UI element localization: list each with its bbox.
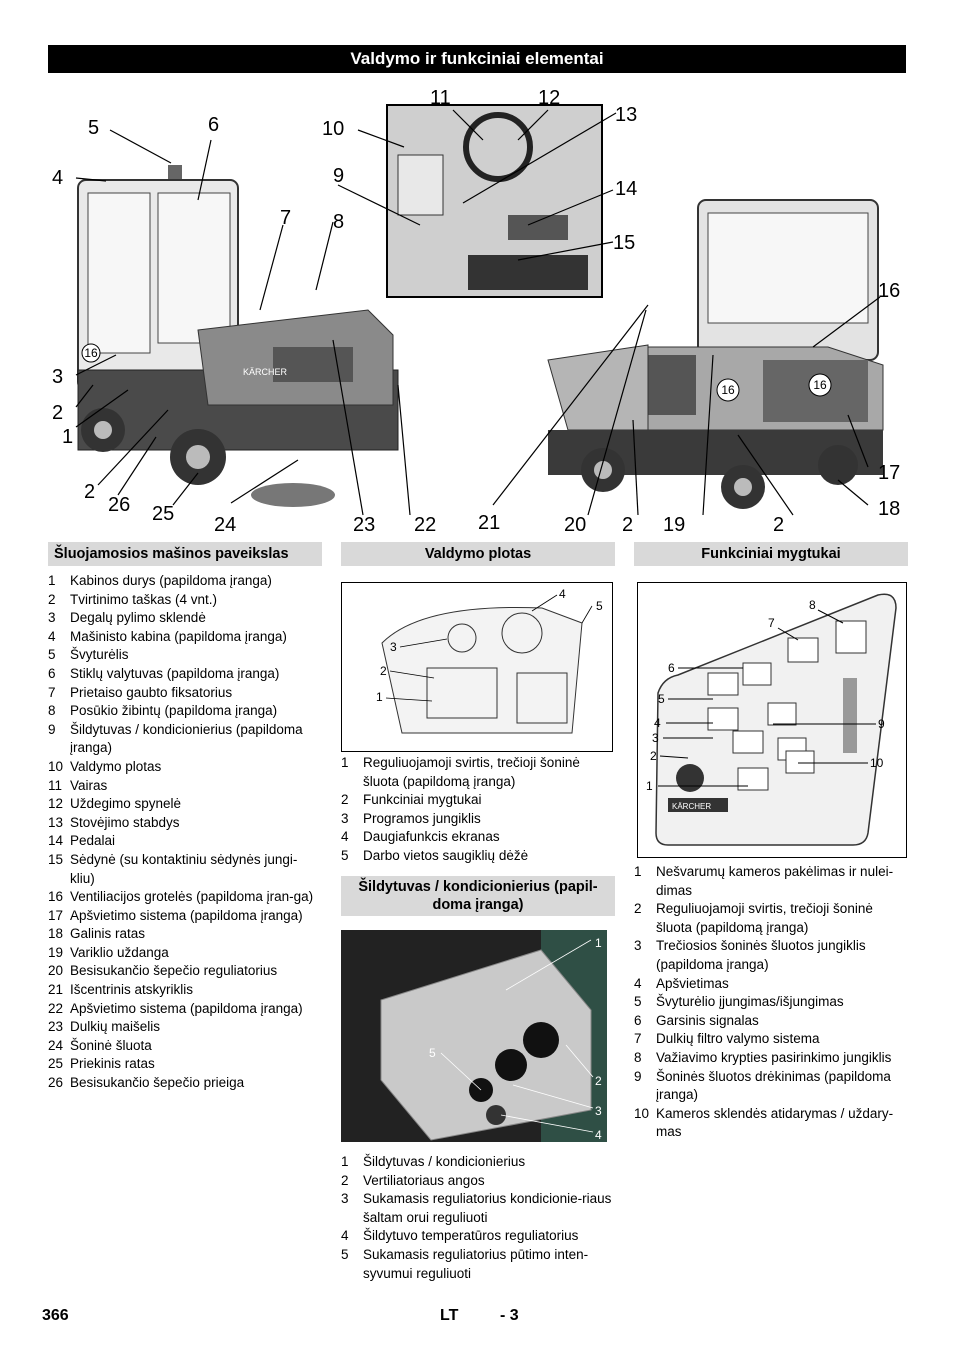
callout-2d: 2 <box>84 481 96 503</box>
page-number: 366 <box>42 1307 69 1324</box>
list-item: 17 Apšvietimo sistema (papildoma įranga) <box>48 907 303 923</box>
callout-5: 5 <box>88 117 100 139</box>
list-item: 14 Pedalai <box>48 833 116 849</box>
list-item: 22 Apšvietimo sistema (papildoma įranga) <box>48 1000 303 1016</box>
callout-26: 26 <box>108 494 131 516</box>
badge-left: 16 <box>84 346 98 360</box>
list-item: 24 Šoninė šluota <box>48 1037 152 1053</box>
fb-label-1: 1 <box>646 779 653 793</box>
list-item: 16 Ventiliacijos grotelės (papildoma įran-ga) <box>48 889 314 905</box>
heater-label-5: 5 <box>429 1046 436 1060</box>
fb-label-10: 10 <box>870 756 884 770</box>
list-item: 25 Priekinis ratas <box>48 1056 155 1072</box>
callout-16: 16 <box>878 280 901 302</box>
callout-21: 21 <box>478 512 501 534</box>
fb-label-3: 3 <box>652 731 659 745</box>
control-panel-figure <box>341 582 613 752</box>
callout-10: 10 <box>322 118 345 140</box>
fb-label-4: 4 <box>654 716 661 730</box>
heater-label-3: 3 <box>595 1104 602 1118</box>
callout-12: 12 <box>538 87 561 109</box>
callout-25: 25 <box>152 503 175 525</box>
cp-label-1: 1 <box>376 690 383 704</box>
list-item: 3 Trečiosios šoninės šluotos jungiklis (papildoma įranga) <box>634 938 866 972</box>
list-item: 19 Variklio uždanga <box>48 944 169 960</box>
callout-15: 15 <box>613 232 636 254</box>
callout-20: 20 <box>564 514 587 536</box>
page-title: Valdymo ir funkciniai elementai <box>48 45 906 73</box>
fb-label-5: 5 <box>658 692 665 706</box>
cp-label-5: 5 <box>596 599 603 613</box>
callout-13: 13 <box>615 104 638 126</box>
list-item: 6 Garsinis signalas <box>634 1012 759 1028</box>
list-item: 4 Apšvietimas <box>634 975 729 991</box>
list-item: 26 Besisukančio šepečio prieiga <box>48 1075 245 1091</box>
callout-7: 7 <box>280 207 292 229</box>
heater-label-4: 4 <box>595 1128 602 1142</box>
callout-6: 6 <box>208 114 220 136</box>
callout-24: 24 <box>214 514 237 536</box>
control-panel-list <box>341 754 615 866</box>
list-item: 4 Daugiafunkcis ekranas <box>341 829 500 845</box>
fb-label-7: 7 <box>768 616 775 630</box>
list-item: 4 Šildytuvo temperatūros reguliatorius <box>341 1228 579 1244</box>
list-item: 9 Šoninės šluotos drėkinimas (papildoma įranga) <box>634 1068 891 1103</box>
machine-parts-list <box>48 572 322 1093</box>
list-item: 8 Posūkio žibintų (papildoma įranga) <box>48 703 278 719</box>
function-buttons-list <box>634 863 908 1142</box>
callout-1: 1 <box>62 426 74 448</box>
callout-2b: 2 <box>773 514 785 536</box>
callout-4: 4 <box>52 167 64 189</box>
list-item: 20 Besisukančio šepečio reguliatorius <box>48 963 278 979</box>
callout-18: 18 <box>878 498 901 520</box>
callout-2c: 2 <box>622 514 634 536</box>
list-item: 2 Vertiliatoriaus angos <box>341 1172 485 1188</box>
list-item: 12 Uždegimo spynelė <box>48 796 182 812</box>
section-title-control-panel: Valdymo plotas <box>341 542 615 566</box>
badge-right-1: 16 <box>721 383 735 397</box>
list-item: 13 Stovėjimo stabdys <box>48 814 180 830</box>
list-item: 8 Važiavimo krypties pasirinkimo jungiklis <box>634 1049 892 1065</box>
list-item: 7 Dulkių filtro valymo sistema <box>634 1031 820 1047</box>
callout-23: 23 <box>353 514 376 536</box>
list-item: 23 Dulkių maišelis <box>48 1019 161 1035</box>
section-number: - 3 <box>500 1307 519 1324</box>
callout-2: 2 <box>52 402 64 424</box>
list-item: 21 Išcentrinis atskyriklis <box>48 982 194 998</box>
cp-label-2: 2 <box>380 664 387 678</box>
callout-14: 14 <box>615 178 638 200</box>
heater-label-2: 2 <box>595 1074 602 1088</box>
section-title-machine: Šluojamosios mašinos paveikslas <box>48 542 322 566</box>
list-item: 1 Kabinos durys (papildoma įranga) <box>48 573 272 588</box>
section-title-function-buttons: Funkciniai mygtukai <box>634 542 908 566</box>
callout-8: 8 <box>333 211 345 233</box>
list-item: 2 Tvirtinimo taškas (4 vnt.) <box>48 591 218 607</box>
language-code: LT <box>440 1307 459 1324</box>
badge-right-2: 16 <box>813 378 827 392</box>
callout-11: 11 <box>430 87 451 109</box>
list-item: 7 Prietaiso gaubto fiksatorius <box>48 684 233 700</box>
list-item: 3 Degalų pylimo sklendė <box>48 610 206 626</box>
list-item: 18 Galinis ratas <box>48 926 146 942</box>
function-buttons-figure <box>637 582 907 858</box>
list-item: 1 Reguliuojamoji svirtis, trečioji šoninė šluota (papildomą įranga) <box>341 755 580 789</box>
list-item: 5 Švyturėlis <box>48 647 129 663</box>
heater-list <box>341 1153 615 1283</box>
list-item: 11 Vairas <box>48 777 108 793</box>
list-item: 5 Sukamasis reguliatorius pūtimo inten-syvumui reguliuoti <box>341 1246 589 1281</box>
section-title-heater: Šildytuvas / kondicionierius (papil-doma įranga) <box>341 876 615 916</box>
callout-3: 3 <box>52 366 64 388</box>
list-item: 10 Valdymo plotas <box>48 758 162 774</box>
heater-figure <box>341 930 607 1142</box>
cp-label-4: 4 <box>559 587 566 601</box>
list-item: 6 Stiklų valytuvas (papildoma įranga) <box>48 665 280 681</box>
fb-label-6: 6 <box>668 661 675 675</box>
cab-inset <box>387 105 602 297</box>
panel-brand: KÄRCHER <box>672 802 712 811</box>
list-item: 9 Šildytuvas / kondicionierius (papildoma įranga) <box>48 721 303 756</box>
callout-22: 22 <box>414 514 437 536</box>
fb-label-9: 9 <box>878 717 885 731</box>
callout-19: 19 <box>663 514 686 536</box>
heater-label-1: 1 <box>595 936 602 950</box>
list-item: 4 Mašinisto kabina (papildoma įranga) <box>48 628 287 644</box>
list-item: 1 Nešvarumų kameros pakėlimas ir nulei-dimas <box>634 864 894 898</box>
callout-9: 9 <box>333 165 345 187</box>
list-item: 5 Švyturėlio įjungimas/išjungimas <box>634 994 844 1010</box>
cp-label-3: 3 <box>390 640 397 654</box>
brand-left: KÄRCHER <box>243 367 288 377</box>
list-item: 15 Sėdynė (su kontaktiniu sėdynės jungi-kliu) <box>48 851 298 886</box>
list-item: 10 Kameros sklendės atidarymas / uždary-mas <box>634 1105 894 1140</box>
list-item: 2 Funkciniai mygtukai <box>341 792 482 808</box>
list-item: 3 Sukamasis reguliatorius kondicionie-riaus šaltam orui reguliuoti <box>341 1191 612 1225</box>
machine-figure <box>48 85 906 540</box>
list-item: 2 Reguliuojamoji svirtis, trečioji šoninė šluota (papildomą įranga) <box>634 901 873 935</box>
list-item: 1 Šildytuvas / kondicionierius <box>341 1154 526 1169</box>
fb-label-8: 8 <box>809 598 816 612</box>
callout-17: 17 <box>878 462 901 484</box>
list-item: 5 Darbo vietos saugiklių dėžė <box>341 847 529 863</box>
fb-label-2: 2 <box>650 749 657 763</box>
list-item: 3 Programos jungiklis <box>341 810 481 826</box>
